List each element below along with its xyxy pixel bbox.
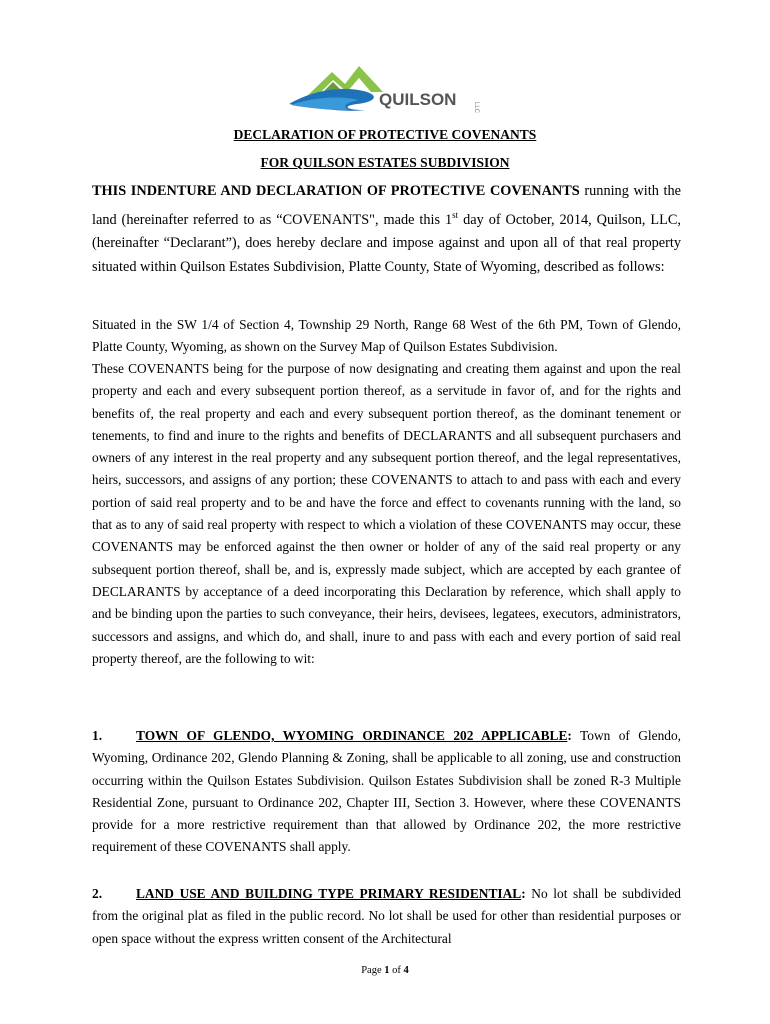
section-1-heading: TOWN OF GLENDO, WYOMING ORDINANCE 202 APPLICABLE	[136, 728, 568, 743]
svg-text:QUILSON: QUILSON	[379, 90, 457, 109]
footer-page-total: 4	[403, 965, 409, 976]
section-2-colon: :	[521, 886, 526, 901]
footer-page-number: 1	[384, 965, 390, 976]
intro-lead: THIS INDENTURE AND DECLARATION OF PROTECTIVE COVENANTS	[92, 183, 580, 199]
intro-superscript: st	[452, 209, 459, 220]
mountain-logo-icon	[287, 58, 487, 114]
footer-page-word: Page	[361, 965, 385, 976]
document-title: DECLARATION OF PROTECTIVE COVENANTS	[233, 127, 537, 142]
section-1-colon: :	[567, 728, 572, 743]
document-subtitle: FOR QUILSON ESTATES SUBDIVISION	[260, 155, 510, 170]
legal-description-paragraph: Situated in the SW 1/4 of Section 4, Township 29 North, Range 68 West of the 6th PM, Town of Glendo, Platte County, Wyoming, as shown on the Survey Map of Quilson Estates Subdivision.	[92, 317, 681, 355]
svg-text:LLC: LLC	[473, 102, 479, 114]
quilson-logo	[287, 58, 487, 114]
section-1-text: Town of Glendo, Wyoming, Ordinance 202, Glendo Planning & Zoning, shall be applicable to all zoning, use and construction occurring within the Quilson Estates Subdivision. Quilson Estates Subdivision shall be zoned R-3 Multiple Residential Zone, pursuant to Ordinance 202, Chapter III, Section 3. However, where these COVENANTS provide for a more restrictive requirement than that allowed by Ordinance 202, the more restrictive requirement of these COVENANTS shall apply.	[92, 728, 682, 855]
intro-text-a: running with the land (hereinafter referred to as “COVENANTS", made this 1	[92, 183, 681, 228]
covenants-purpose-paragraph: These COVENANTS being for the purpose of now designating and creating them against and upon the real property and each and every subsequent portion thereof, as a servitude in favor of, and for the rights and benefits of, the real property and each and every subsequent portion thereof, as the dominant tenement or tenements, to find and inure to the rights and benefits of DECLARANTS and all subsequent purchasers and owners of any interest in the real property and any subsequent portion thereof, and the legal representatives, heirs, successors, and assigns of any portion; these COVENANTS to attach to and pass with each and every portion of said real property and to be and have the force and effect to covenants running with the land, so that as to any of said real property with respect to which a violation of these COVENANTS may occur, these COVENANTS may be enforced against the then owner or holder of any of the said real property or any subsequent portion thereof, shall be, and is, expressly made subject, which are accepted by each grantee of DECLARANTS by acceptance of a deed incorporating this Declaration by reference, which shall apply to and be binding upon the parties to such conveyance, their heirs, devisees, legatees, executors, administrators, successors and assigns, and which do, and shall, inure to and pass with each and every portion of said real property thereof, are the following to wit:	[92, 361, 681, 666]
section-2	[92, 883, 681, 950]
footer-of-word: of	[389, 965, 404, 976]
intro-text-b: day of October, 2014, Quilson, LLC, (hereinafter “Declarant”), does hereby declare and impose against and upon all of that real property situated within Quilson Estates Subdivision, Platte County, State of Wyoming, described as follows:	[92, 211, 681, 275]
section-2-number: 2.	[92, 886, 103, 901]
section-1	[92, 725, 681, 859]
section-2-heading: LAND USE AND BUILDING TYPE PRIMARY RESIDENTIAL	[136, 886, 522, 901]
section-2-text: No lot shall be subdivided from the original plat as filed in the public record. No lot shall be used for other than residential purposes or open space without the express written consent of the Architectural	[92, 886, 681, 946]
section-1-number: 1.	[92, 728, 103, 743]
intro-paragraph	[92, 180, 681, 279]
page-footer	[0, 965, 770, 976]
